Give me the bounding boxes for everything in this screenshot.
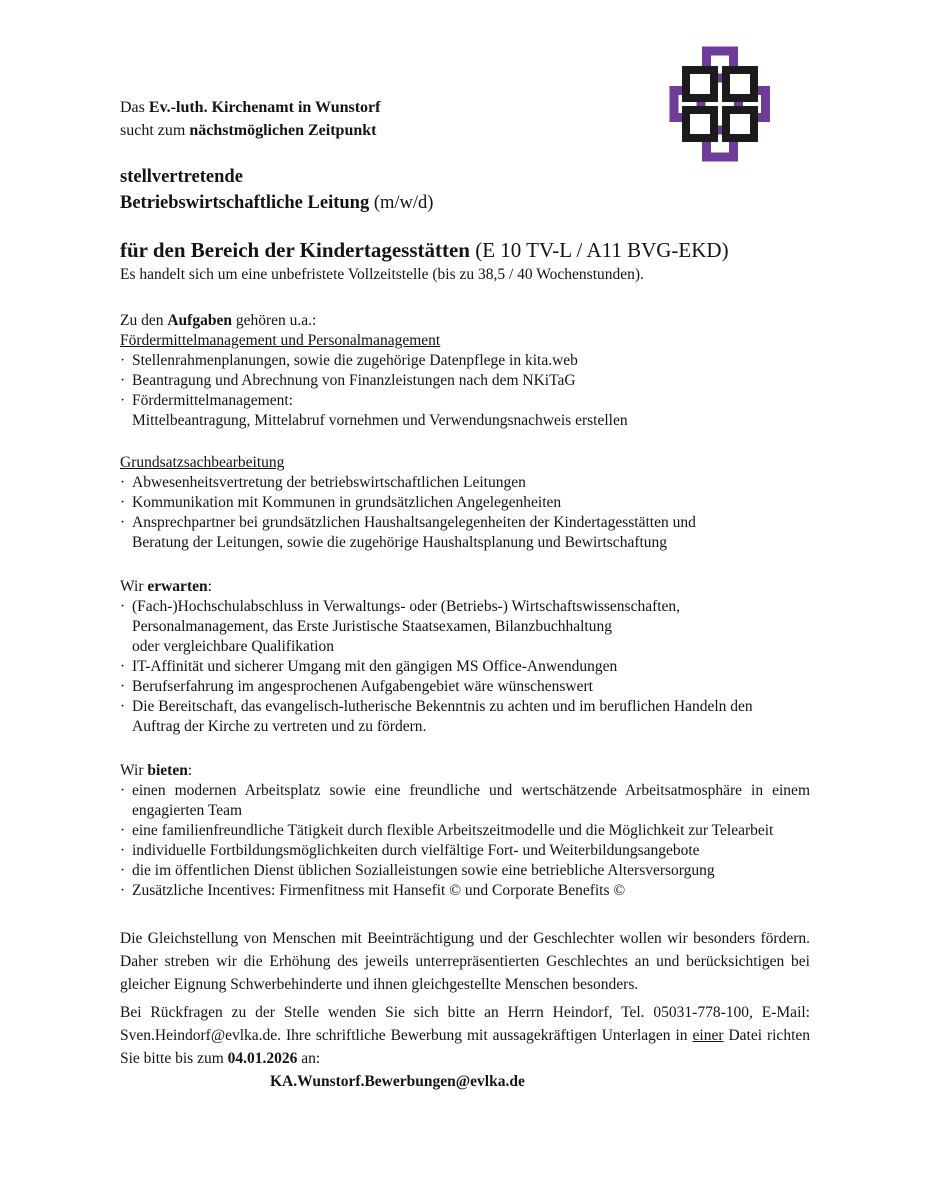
bullet-text: Berufserfahrung im angesprochenen Aufgabengebiet wäre wünschenswert xyxy=(132,678,593,695)
bullet-text: Abwesenheitsvertretung der betriebswirtschaftlichen Leitungen xyxy=(132,474,526,491)
contact-paragraph xyxy=(120,1001,810,1070)
bullet-text: IT-Affinität und sicherer Umgang mit den gängigen MS Office-Anwendungen xyxy=(132,658,618,675)
contact-underlined-word: einer xyxy=(692,1027,724,1044)
bullet-item xyxy=(120,781,810,821)
bullet-text: (Fach-)Hochschulabschluss in Verwaltungs- oder (Betriebs-) Wirtschaftswissenschaften, Personalmanagement, das Erste Juristische Staatsexamen, Bilanzbuchhaltung oder vergleichbare Qualifikation xyxy=(132,598,681,655)
start-date-prefix: sucht zum xyxy=(120,122,190,139)
bullet-dot: · xyxy=(120,678,126,695)
bullet-dot: · xyxy=(120,658,126,675)
application-deadline: 04.01.2026 xyxy=(227,1050,298,1067)
tasks-intro-bold: Aufgaben xyxy=(167,312,232,329)
area-heading xyxy=(120,237,810,263)
offers-heading-rest: : xyxy=(187,762,193,779)
bullet-item xyxy=(120,351,810,371)
bullet-dot: · xyxy=(120,698,126,715)
bullet-dot: · xyxy=(120,862,126,879)
bullet-item xyxy=(120,697,810,737)
offers-heading-bold: bieten xyxy=(147,762,188,779)
pay-grade-note: (E 10 TV-L / A11 BVG-EKD) xyxy=(469,238,729,262)
expectations-heading-rest: : xyxy=(207,578,212,595)
tasks-group2-heading: Grundsatzsachbearbeitung xyxy=(120,454,285,471)
job-title-line2 xyxy=(120,190,810,216)
job-title-line1: stellvertretende xyxy=(120,167,243,187)
job-title-gender-note: (m/w/d) xyxy=(369,193,434,213)
bullet-text: Zusätzliche Incentives: Firmenfitness mit Hansefit © und Corporate Benefits © xyxy=(132,882,626,899)
job-title-bold: Betriebswirtschaftliche Leitung xyxy=(120,193,370,213)
expectations-section xyxy=(120,577,810,737)
expectations-list xyxy=(120,597,810,737)
tasks-intro xyxy=(120,311,810,331)
bullet-text: individuelle Fortbildungsmöglichkeiten durch vielfältige Fort- und Weiterbildungsangebote xyxy=(132,842,700,859)
expectations-heading xyxy=(120,577,810,597)
tasks-group1-list xyxy=(120,351,810,431)
cross-squares-logo-icon xyxy=(668,46,772,162)
contact-text-1: Bei Rückfragen zu der Stelle wenden Sie sich bitte an Herrn Heindorf, Tel. 05031-778-100, E-Mail: Sven.Heindorf@evlka.de. Ihre schriftliche Bewerbung mit aussagekräftigen Unterlagen in xyxy=(120,1004,810,1044)
bullet-item xyxy=(120,391,810,431)
bullet-text: die im öffentlichen Dienst üblichen Sozialleistungen sowie eine betriebliche Altersversorgung xyxy=(132,862,715,879)
bullet-dot: · xyxy=(120,782,126,799)
bullet-text: Kommunikation mit Kommunen in grundsätzlichen Angelegenheiten xyxy=(132,494,562,511)
bullet-item xyxy=(120,881,810,901)
employer-line-prefix: Das xyxy=(120,99,149,116)
bullet-text: Beantragung und Abrechnung von Finanzleistungen nach dem NKiTaG xyxy=(132,372,576,389)
contact-text-3: an: xyxy=(297,1050,321,1067)
employment-note: Es handelt sich um eine unbefristete Vollzeitstelle (bis zu 38,5 / 40 Wochenstunden). xyxy=(120,266,644,283)
contact-text-2: Datei richten Sie bitte bis zum xyxy=(120,1027,810,1067)
tasks-intro-rest: gehören u.a.: xyxy=(231,312,317,329)
bullet-item xyxy=(120,841,810,861)
bullet-item xyxy=(120,513,810,553)
bullet-text: eine familienfreundliche Tätigkeit durch flexible Arbeitszeitmodelle und die Möglichkeit zur Telearbeit xyxy=(132,822,774,839)
tasks-group1-heading: Fördermittelmanagement und Personalmanagement xyxy=(120,332,441,349)
church-logo xyxy=(668,46,772,162)
bullet-dot: · xyxy=(120,598,126,615)
bullet-item xyxy=(120,677,810,697)
bullet-dot: · xyxy=(120,882,126,899)
bullet-item xyxy=(120,821,810,841)
bullet-text: Fördermittelmanagement: Mittelbeantragung, Mittelabruf vornehmen und Verwendungsnachweis erstellen xyxy=(132,392,628,429)
bullet-dot: · xyxy=(120,392,126,409)
bullet-dot: · xyxy=(120,474,126,491)
tasks-intro-prefix: Zu den xyxy=(120,312,168,329)
expectations-heading-prefix: Wir xyxy=(120,578,148,595)
application-email: KA.Wunstorf.Bewerbungen@evlka.de xyxy=(270,1073,525,1090)
bullet-item xyxy=(120,597,810,657)
bullet-item xyxy=(120,493,810,513)
offers-heading-prefix: Wir xyxy=(120,762,148,779)
bullet-item xyxy=(120,371,810,391)
bullet-text: Stellenrahmenplanungen, sowie die zugehörige Datenpflege in kita.web xyxy=(132,352,578,369)
offers-list xyxy=(120,781,810,901)
employer-name: Ev.-luth. Kirchenamt in Wunstorf xyxy=(148,99,381,116)
expectations-heading-bold: erwarten xyxy=(147,578,208,595)
offers-heading xyxy=(120,761,810,781)
bullet-text: Ansprechpartner bei grundsätzlichen Haushaltsangelegenheiten der Kindertagesstätten und Beratung der Leitungen, sowie die zugehörige Haushaltsplanung und Bewirtschaftung xyxy=(132,514,696,551)
bullet-dot: · xyxy=(120,822,126,839)
equality-paragraph: Die Gleichstellung von Menschen mit Beeinträchtigung und der Geschlechter wollen wir besonders fördern. Daher streben wir die Erhöhung des jeweils unterrepräsentierten Geschlechtes an und berücksichtigen bei gleicher Eignung Schwerbehinderte und ihnen gleichgestellte Menschen besonders. xyxy=(120,930,810,993)
bullet-text: Die Bereitschaft, das evangelisch-lutherische Bekenntnis zu achten und im beruflichen Handeln den Auftrag der Kirche zu vertreten und zu fördern. xyxy=(132,698,753,735)
bullet-dot: · xyxy=(120,352,126,369)
bullet-dot: · xyxy=(120,842,126,859)
bullet-dot: · xyxy=(120,372,126,389)
bullet-dot: · xyxy=(120,494,126,511)
tasks-section xyxy=(120,311,810,553)
bullet-item xyxy=(120,657,810,677)
tasks-group2-list xyxy=(120,473,810,553)
area-heading-bold: für den Bereich der Kindertagesstätten xyxy=(120,238,470,262)
offers-section xyxy=(120,761,810,901)
start-date-bold: nächstmöglichen Zeitpunkt xyxy=(189,122,377,139)
job-title xyxy=(120,164,810,216)
bullet-item xyxy=(120,473,810,493)
bullet-text: einen modernen Arbeitsplatz sowie eine freundliche und wertschätzende Arbeitsatmosphäre in einem engagierten Team xyxy=(132,782,810,819)
bullet-dot: · xyxy=(120,514,126,531)
bullet-item xyxy=(120,861,810,881)
